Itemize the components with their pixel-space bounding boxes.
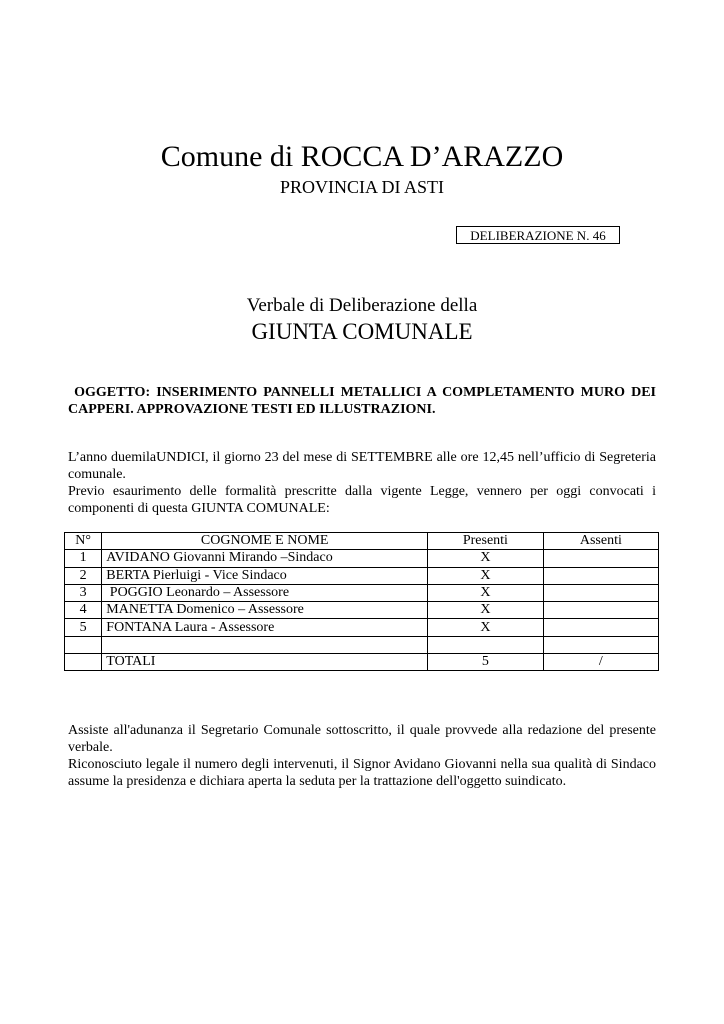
row-absent bbox=[543, 636, 658, 653]
row-name: POGGIO Leonardo – Assessore bbox=[102, 584, 428, 601]
row-num: 3 bbox=[65, 584, 102, 601]
table-row bbox=[65, 567, 659, 584]
row-present bbox=[428, 636, 544, 653]
totals-label: TOTALI bbox=[102, 654, 428, 671]
row-absent bbox=[543, 567, 658, 584]
row-num: 1 bbox=[65, 550, 102, 567]
row-num: 2 bbox=[65, 567, 102, 584]
totals-absent: / bbox=[543, 654, 658, 671]
attendance-table bbox=[64, 532, 659, 671]
row-name: BERTA Pierluigi - Vice Sindaco bbox=[102, 567, 428, 584]
row-name: AVIDANO Giovanni Mirando –Sindaco bbox=[102, 550, 428, 567]
row-num: 5 bbox=[65, 619, 102, 636]
table-row bbox=[65, 550, 659, 567]
row-present: X bbox=[428, 550, 544, 567]
table-totals-row bbox=[65, 654, 659, 671]
row-name bbox=[102, 636, 428, 653]
intro-paragraph bbox=[68, 449, 656, 517]
row-name: FONTANA Laura - Assessore bbox=[102, 619, 428, 636]
table-row bbox=[65, 619, 659, 636]
deliberation-number-box: DELIBERAZIONE N. 46 bbox=[456, 226, 620, 244]
header-name: COGNOME E NOME bbox=[102, 533, 428, 550]
table-row bbox=[65, 584, 659, 601]
totals-num bbox=[65, 654, 102, 671]
municipality-title: Comune di ROCCA D’ARAZZO bbox=[160, 140, 564, 173]
document-heading-line1: Verbale di Deliberazione della bbox=[246, 295, 478, 316]
row-present: X bbox=[428, 567, 544, 584]
subject-separator: . bbox=[130, 402, 137, 417]
province-name: PROVINCIA DI ASTI bbox=[279, 177, 444, 197]
row-absent bbox=[543, 619, 658, 636]
row-absent bbox=[543, 584, 658, 601]
table-header-row bbox=[65, 533, 659, 550]
document-heading-line2: GIUNTA COMUNALE bbox=[251, 319, 473, 344]
subject-part1: OGGETTO: INSERIMENTO PANNELLI METALLICI A COMPLETAMENTO MURO DEI CAPPERI bbox=[68, 385, 656, 417]
row-present: X bbox=[428, 584, 544, 601]
table-row-empty bbox=[65, 636, 659, 653]
row-num: 4 bbox=[65, 602, 102, 619]
intro-line2: Previo esaurimento delle formalità prescritte dalla vigente Legge, vennero per oggi convocati i componenti di questa GIUNTA COMUNALE: bbox=[68, 484, 656, 516]
row-absent bbox=[543, 602, 658, 619]
subject-part2: APPROVAZIONE TESTI ED ILLUSTRAZIONI. bbox=[136, 402, 436, 417]
intro-line1: L’anno duemilaUNDICI, il giorno 23 del mese di SETTEMBRE alle ore 12,45 nell’ufficio di Segreteria comunale. bbox=[68, 450, 656, 482]
row-num bbox=[65, 636, 102, 653]
totals-present: 5 bbox=[428, 654, 544, 671]
row-absent bbox=[543, 550, 658, 567]
header-num: N° bbox=[65, 533, 102, 550]
header-absent: Assenti bbox=[543, 533, 658, 550]
subject-paragraph bbox=[68, 384, 656, 418]
header-present: Presenti bbox=[428, 533, 544, 550]
closing-line1: Assiste all'adunanza il Segretario Comunale sottoscritto, il quale provvede alla redazione del presente verbale. bbox=[68, 723, 656, 755]
closing-line2: Riconosciuto legale il numero degli intervenuti, il Signor Avidano Giovanni nella sua qualità di Sindaco assume la presidenza e dichiara aperta la seduta per la trattazione dell'oggetto suindicato. bbox=[68, 757, 656, 789]
table-row bbox=[65, 602, 659, 619]
row-present: X bbox=[428, 602, 544, 619]
row-name: MANETTA Domenico – Assessore bbox=[102, 602, 428, 619]
closing-paragraph bbox=[68, 722, 656, 790]
row-present: X bbox=[428, 619, 544, 636]
